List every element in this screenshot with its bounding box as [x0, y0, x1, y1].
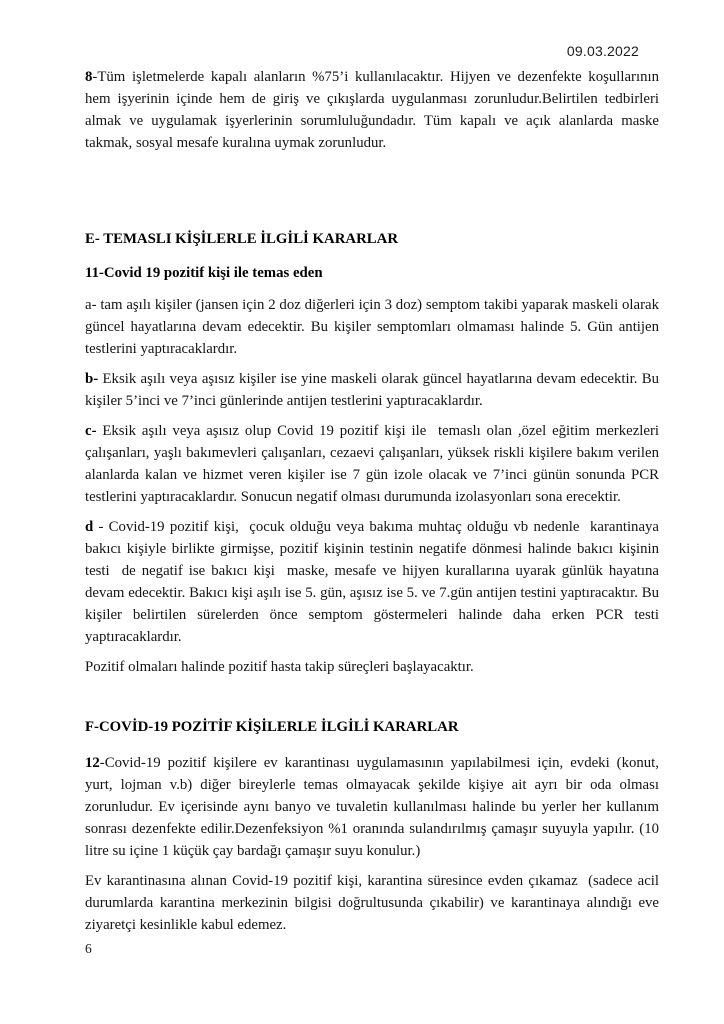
item-d-text: - Covid-19 pozitif kişi, çocuk olduğu veya bakıma muhtaç olduğu vb nedenle karantinaya bakıcı kişiyle birlikte girmişse, pozitif kişinin testinin negatife dönmesi halinde bakıcı kişinin testi de negatif ise bakıcı kişi maske, mesafe ve hijyen kurallarına uyarak günlük hayatına devam edecektir. Bakıcı kişi aşılı ise 5. gün, aşısız ise 5. ve 7.gün antijen testini yaptıracaktır. Bu kişiler belirtilen sürelerden önce semptom göstermeleri halinde daha erken PCR testi yaptıracaklardır.: [85, 519, 663, 645]
paragraph-ev-text: Ev karantinasına alınan Covid-19 pozitif kişi, karantina süresince evden çıkamaz (sadece acil durumlarda karantina merkezinin bilgisi doğrultusunda çıkabilir) ve karantinaya alındığı eve ziyaretçi kesinlikle kabul edemez.: [85, 873, 663, 933]
item-12: [85, 752, 663, 862]
item-a-text: a- tam aşılı kişiler (jansen için 2 doz diğerleri için 3 doz) semptom takibi yaparak maskeli olarak güncel hayatlarına devam edecektir. Bu kişiler semptomları olmaması halinde 5. Gün antijen testlerini yaptıracaklardır.: [85, 297, 663, 357]
item-d-marker: d: [85, 519, 94, 535]
document-date: 09.03.2022: [566, 43, 639, 59]
document-body: [85, 66, 663, 944]
item-c: [85, 420, 663, 508]
section-e-heading: E- TEMASLI KİŞİLERLE İLGİLİ KARARLAR: [85, 231, 399, 247]
section-f-heading: F-COVİD-19 POZİTİF KİŞİLERLE İLGİLİ KARARLAR: [85, 719, 459, 735]
item-b: [85, 368, 663, 412]
item-c-marker: c-: [85, 423, 97, 439]
item-b-text: Eksik aşılı veya aşısız kişiler ise yine maskeli olarak güncel hayatlarına devam edecektir. Bu kişiler 5’inci ve 7’inci günlerinde antijen testlerini yaptıracaklardır.: [85, 371, 663, 409]
paragraph-ev: [85, 870, 663, 936]
paragraph-8: [85, 66, 663, 154]
paragraph-pozitif-text: Pozitif olmaları halinde pozitif hasta takip süreçleri başlayacaktır.: [85, 659, 474, 675]
item-11-heading: 11-Covid 19 pozitif kişi ile temas eden: [85, 265, 323, 281]
paragraph-8-number: 8: [85, 69, 93, 85]
paragraph-pozitif: [85, 656, 659, 678]
item-a: [85, 294, 663, 360]
paragraph-8-text: -Tüm işletmelerde kapalı alanların %75’i kullanılacaktır. Hijyen ve dezenfekte koşullarının hem işyerinin içinde hem de giriş ve çıkışlarda uygulanması zorunludur.Belirtilen tedbirleri almak ve uygulamak işyerlerinin sorumluluğundadır. Tüm kapalı ve açık alanlarda maske takmak, sosyal mesafe kuralına uymak zorunludur.: [85, 69, 663, 151]
item-12-number: 12: [85, 755, 100, 771]
item-d: [85, 516, 663, 648]
item-b-marker: b-: [85, 371, 99, 387]
page-number: 6: [85, 941, 92, 956]
item-c-text: Eksik aşılı veya aşısız olup Covid 19 pozitif kişi ile temaslı olan ,özel eğitim merkezleri çalışanları, yaşlı bakımevleri çalışanları, cezaevi çalışanları, yüksek riskli kişilere bakım verilen alanlarda kalan ve hizmet veren kişiler ise 7 gün izole olacak ve 7’inci günün sonunda PCR testlerini yaptıracaklardır. Sonucun negatif olması durumunda izolasyonları sona erecektir.: [85, 423, 663, 505]
item-12-text: -Covid-19 pozitif kişilere ev karantinası uygulamasının yapılabilmesi için, evdeki (konut, yurt, lojman v.b) diğer bireylerle temas olmayacak şekilde kişiye ait ayrı bir oda olması zorunludur. Ev içerisinde aynı banyo ve tuvaletin kullanılması halinde bu yerler her kullanım sonrası dezenfekte edilir.Dezenfeksiyon %1 oranında sulandırılmış çamaşır suyuyla yapılır. (10 litre su içine 1 küçük çay bardağı çamaşır suyu konulur.): [85, 755, 663, 859]
